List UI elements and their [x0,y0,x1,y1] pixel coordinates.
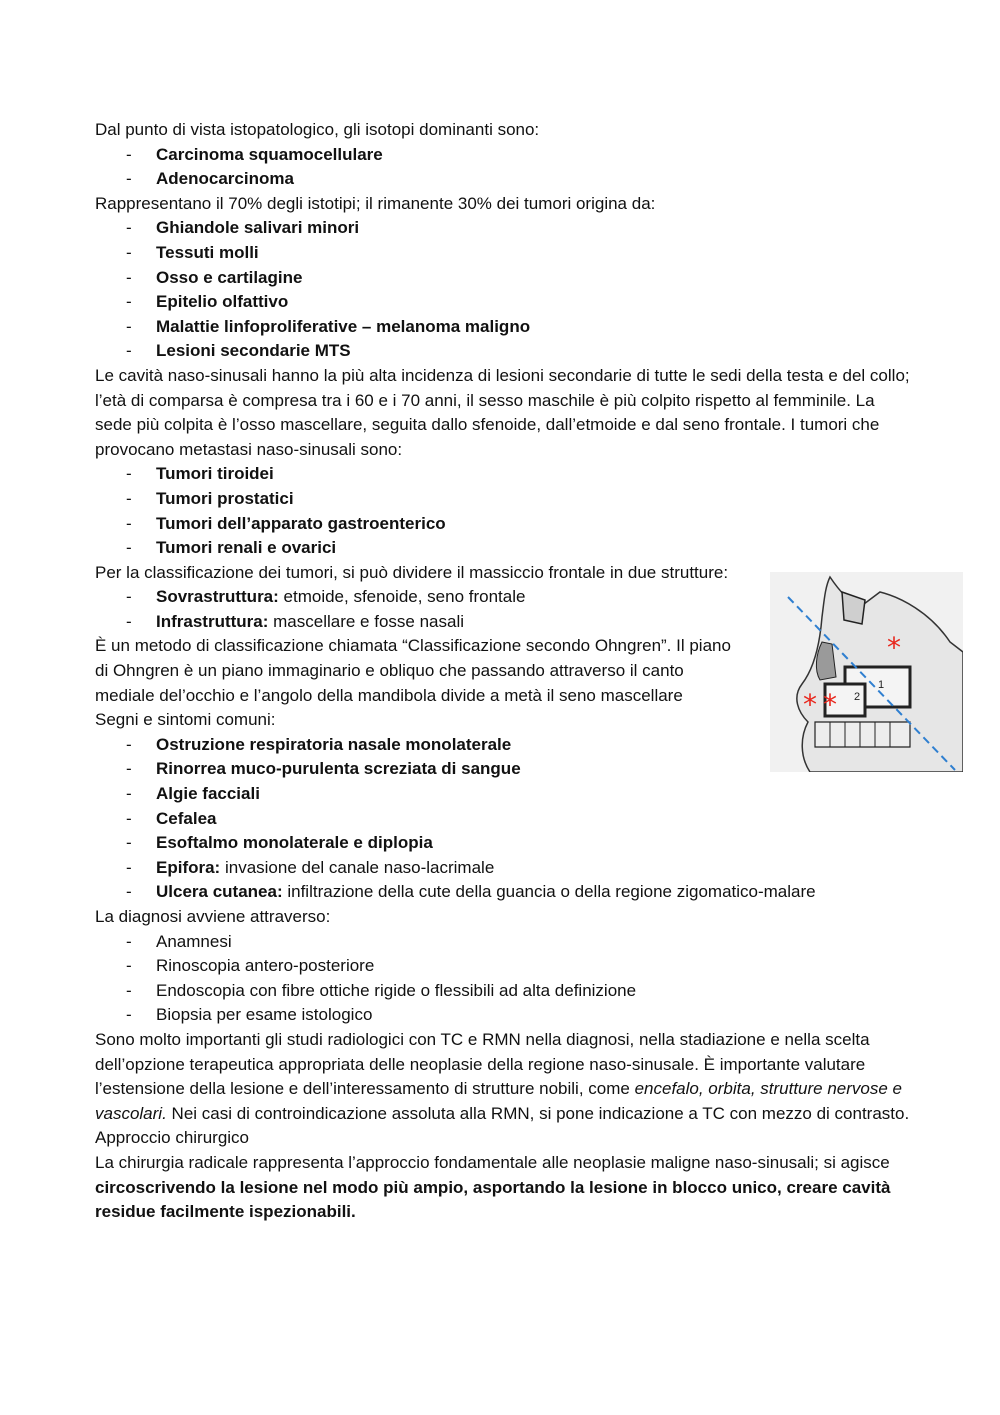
list-item: - Anamnesi [95,930,915,955]
list-item: - Esoftalmo monolaterale e diplopia [95,831,915,856]
orbit-shape [842,592,865,624]
list-item: - Osso e cartilagine [95,266,915,291]
list-item: - Tumori prostatici [95,487,915,512]
surgery-heading: Approccio chirurgico [95,1128,250,1148]
list-item: - Epifora: invasione del canale naso-lacrimale [95,856,915,881]
list-item: - Lesioni secondarie MTS [95,339,915,364]
list-item: - Rinoscopia antero-posteriore [95,954,915,979]
ohngren-diagram [770,572,963,772]
list-item: - Ulcera cutanea: infiltrazione della cute della guancia o della regione zigomatico-malare [95,880,915,905]
red-asterisk-marker: * [823,688,837,721]
list-item: - Endoscopia con fibre ottiche rigide o flessibili ad alta definizione [95,979,915,1004]
surgery-paragraph: La chirurgia radicale rappresenta l’approccio fondamentale alle neoplasie maligne naso-sinusali; si agisce circoscrivendo la lesione nel modo più ampio, asportando la lesione in blocco unico, creare cavità residue facilmente ispezionabili. [95,1152,891,1222]
remaining-intro: Rappresentano il 70% degli istotipi; il rimanente 30% dei tumori origina da: [95,193,656,213]
list-item: - Tessuti molli [95,241,915,266]
list-item: - Tumori tiroidei [95,462,915,487]
radiology-paragraph: Sono molto importanti gli studi radiologici con TC e RMN nella diagnosi, nella stadiazione e nella scelta dell’opzione terapeutica appropriata delle neoplasie della regione naso-sinusale. È importante valutare l’estensione della lesione e dell’interessamento di strutture nobili, come encefalo, orbita, strutture nervose e vascolari. Nei casi di controindicazione assoluta alla RMN, si pone indicazione a TC con mezzo di contrasto. [95,1029,910,1123]
sinus-label-1: 1 [878,679,885,691]
list-item: - Ostruzione respiratoria nasale monolaterale [95,733,915,758]
list-item: - Epitelio olfattivo [95,290,915,315]
list-item: - Tumori dell’apparato gastroenterico [95,512,915,537]
list-item: - Adenocarcinoma [95,167,915,192]
intro-text: Dal punto di vista istopatologico, gli isotopi dominanti sono: [95,120,540,139]
list-item: - Infrastruttura: mascellare e fosse nasali [95,610,915,635]
list-item: - Sovrastruttura: etmoide, sfenoide, seno frontale [95,585,915,610]
symptoms-intro: Segni e sintomi comuni: [95,710,276,730]
red-asterisk-marker: * [803,688,817,721]
list-item: - Carcinoma squamocellulare [95,143,915,168]
list-item: - Biopsia per esame istologico [95,1003,915,1028]
list-item: - Tumori renali e ovarici [95,536,915,561]
list-item: - Ghiandole salivari minori [95,216,915,241]
diagnosis-intro: La diagnosi avviene attraverso: [95,907,331,926]
red-asterisk-marker: * [887,631,901,664]
list-item: - Cefalea [95,807,915,832]
classification-intro: Per la classificazione dei tumori, si può dividere il massiccio frontale in due strutture: [95,562,729,582]
list-item: - Algie facciali [95,782,915,807]
teeth-row [815,722,910,747]
metastasis-paragraph: Le cavità naso-sinusali hanno la più alta incidenza di lesioni secondarie di tutte le sedi della testa e del collo; l’età di comparsa è compresa tra i 60 e i 70 anni, il sesso maschile è più colpito rispetto al femminile. La sede più colpita è l’osso mascellare, seguita dallo sfenoide, dall’etmoide e dal seno frontale. I tumori che provocano metastasi naso-sinusali sono: [95,365,910,459]
ohngren-paragraph: È un metodo di classificazione chiamata “Classificazione secondo Ohngren”. Il piano di Ohngren è un piano immaginario e obliquo che passando attraverso il canto mediale del’occhio e l’angolo della mandibola divide a metà il seno mascellare [95,636,731,705]
sinus-label-2: 2 [854,691,861,703]
skull-sagittal-diagram [770,572,963,772]
list-item: - Rinorrea muco-purulenta screziata di sangue [95,757,915,782]
list-item: - Malattie linfoproliferative – melanoma maligno [95,315,915,340]
